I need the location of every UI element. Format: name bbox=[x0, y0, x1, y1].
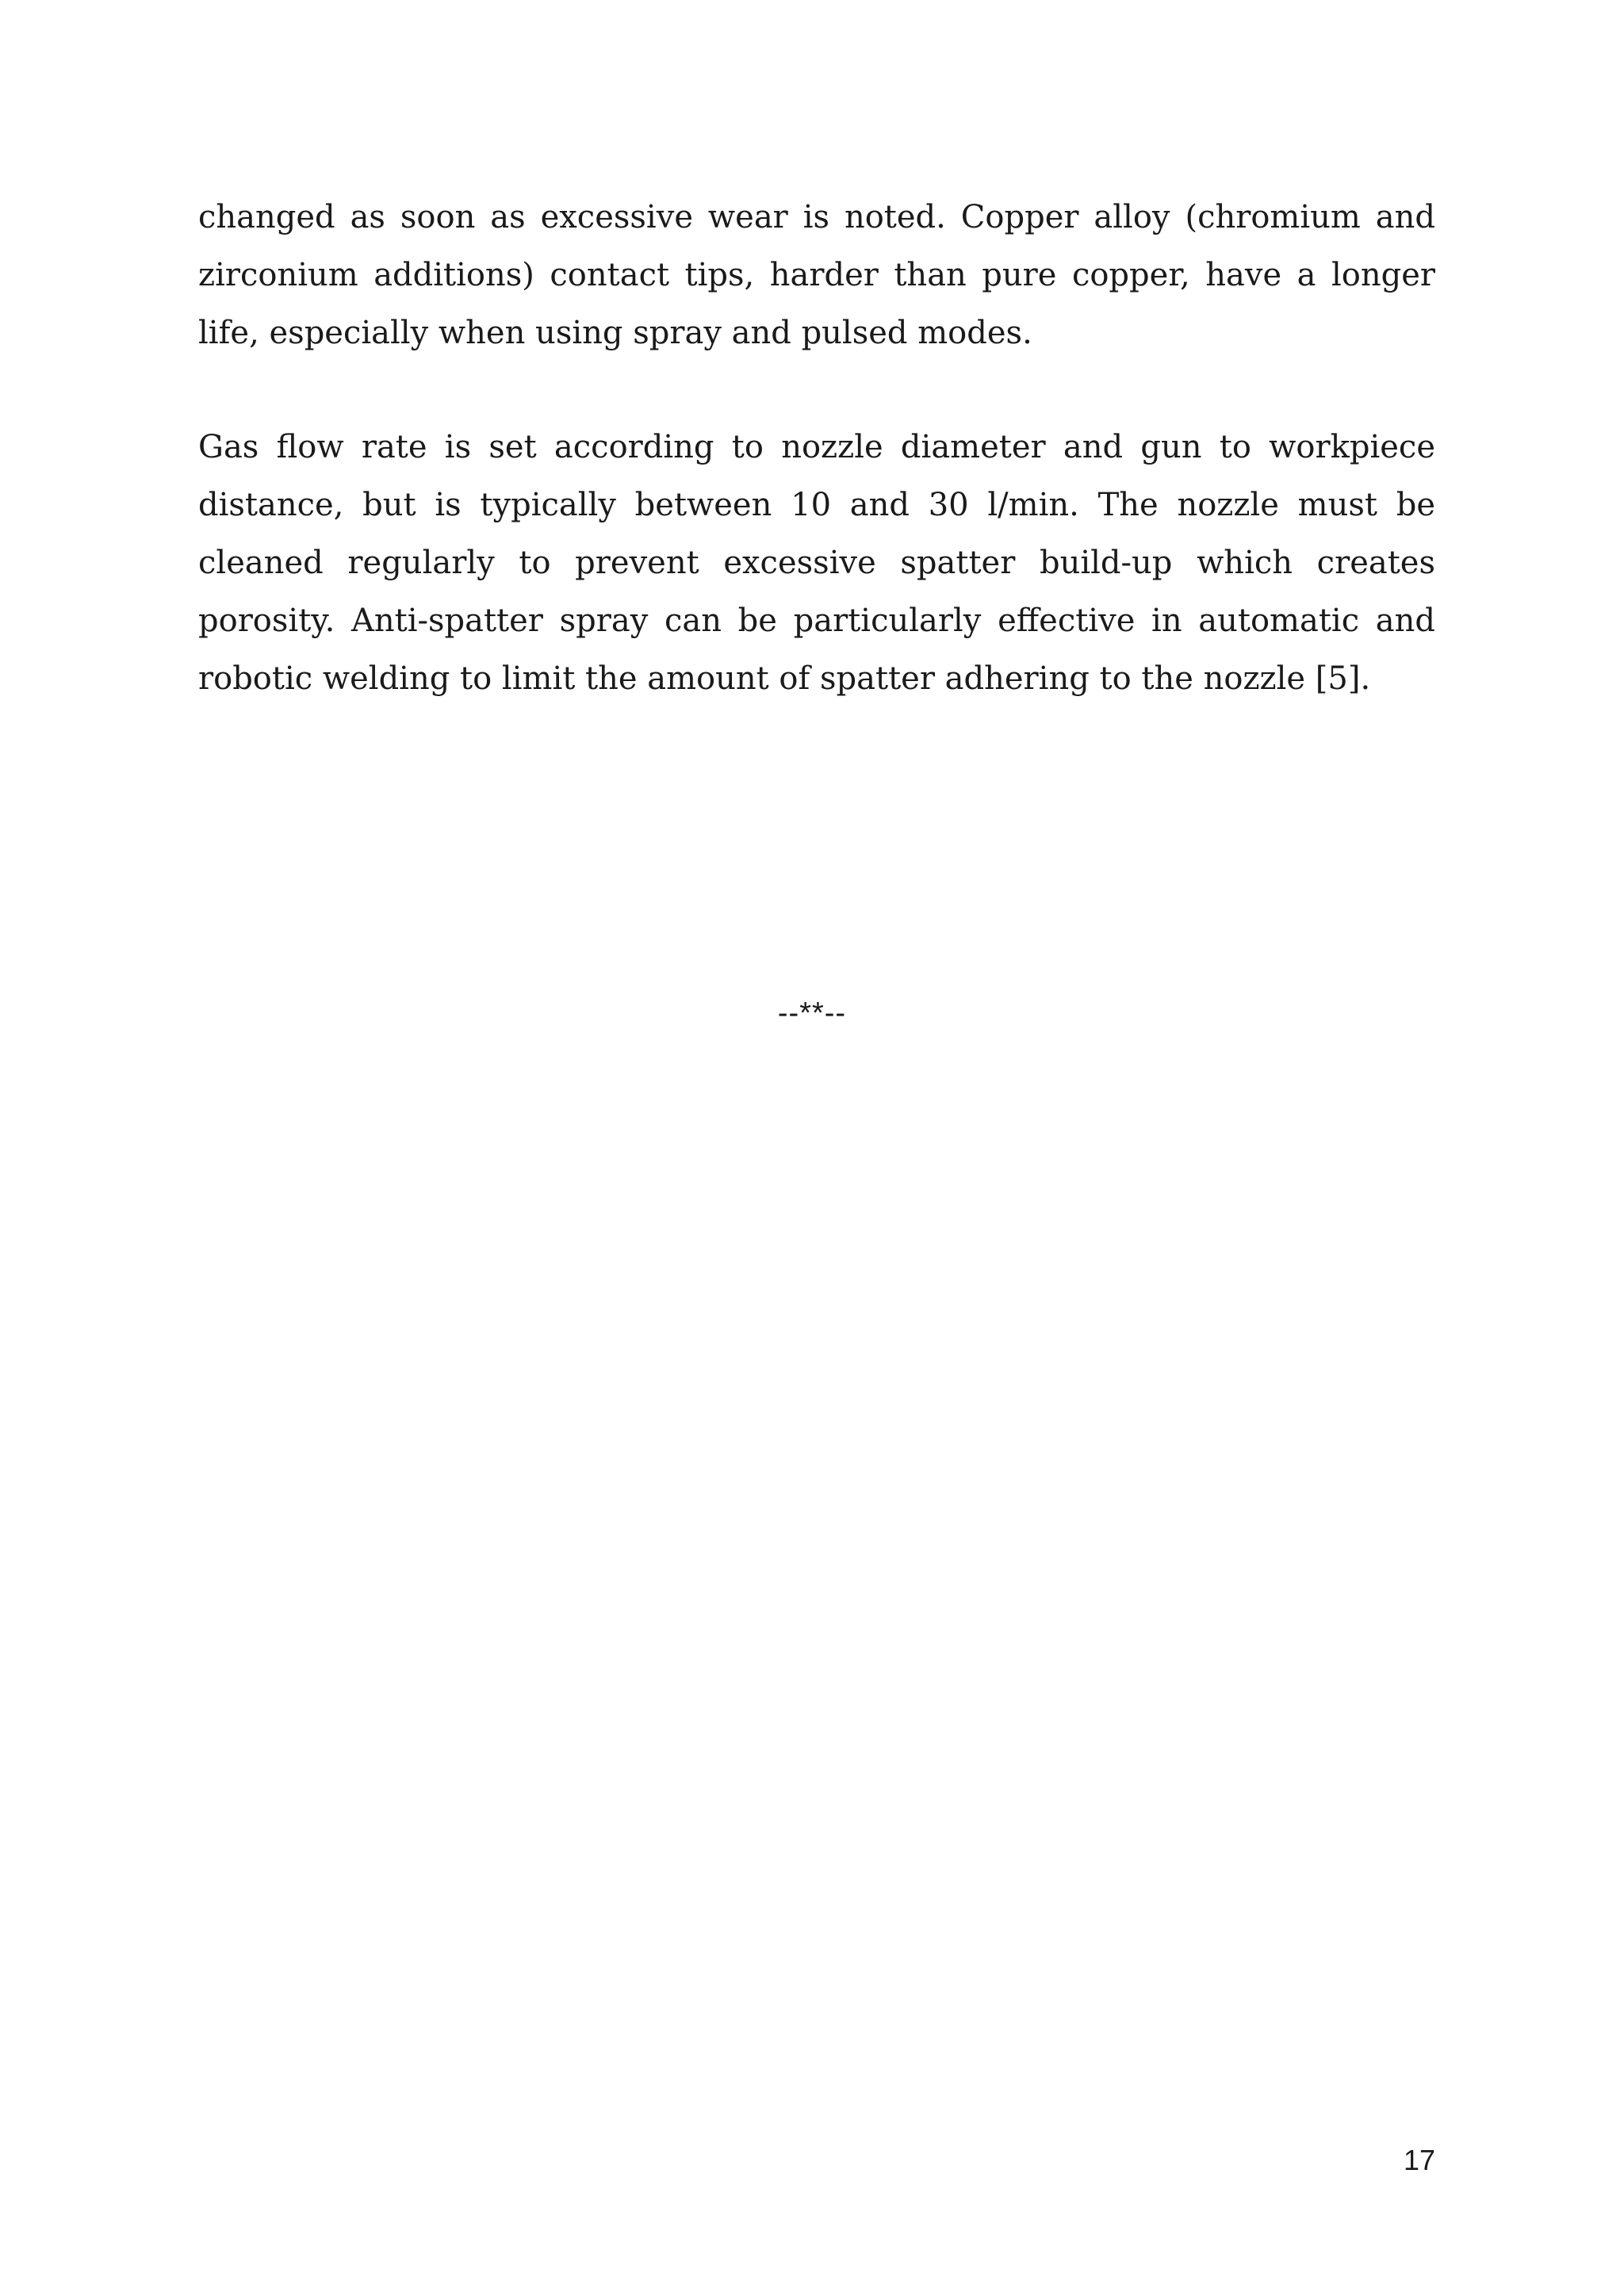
page-number: 17 bbox=[1403, 2144, 1435, 2176]
paragraph-gas-flow: Gas flow rate is set according to nozzle diameter and gun to workpiece distance, but is typically between 10 and 30 l/min. The nozzle must be cleaned regularly to prevent excessive spatter build-up which creates porosity. Anti-spatter spray can be particularly effective in automatic and robotic welding to limit the amount of spatter adhering to the nozzle [5]. bbox=[198, 429, 1435, 697]
paragraph-contact-tips: changed as soon as excessive wear is noted. Copper alloy (chromium and zirconium additions) contact tips, harder than pure copper, have a longer life, especially when using spray and pulsed modes. bbox=[198, 199, 1435, 351]
section-separator: --**-- bbox=[777, 997, 847, 1030]
